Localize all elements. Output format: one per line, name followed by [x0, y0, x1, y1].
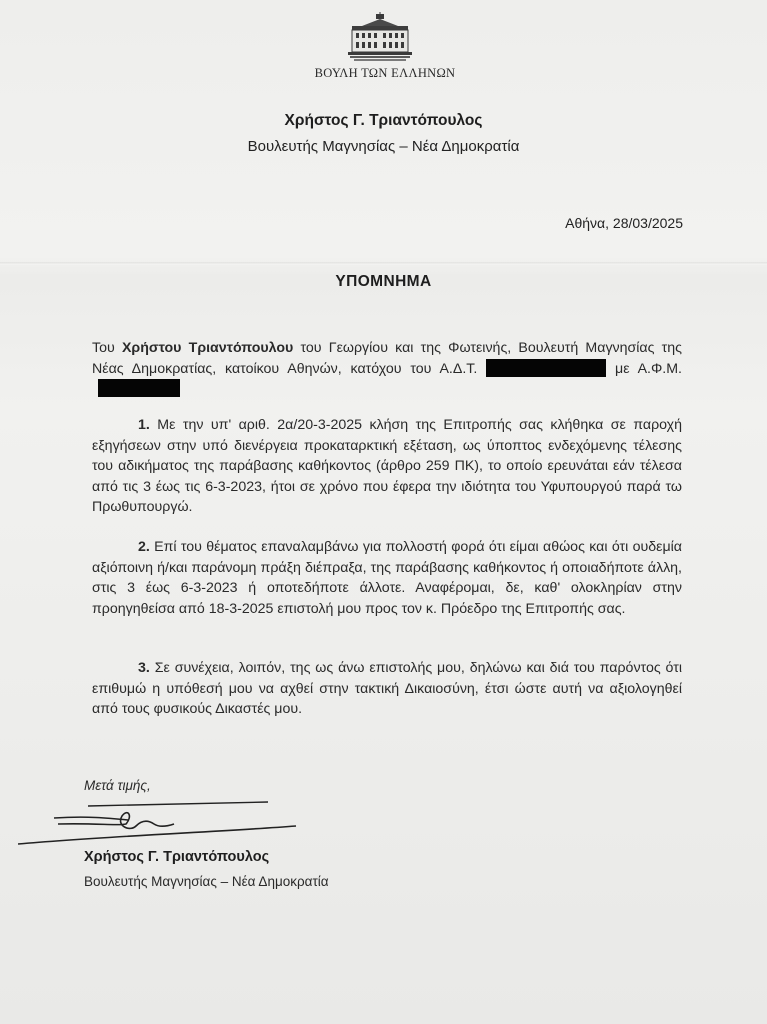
redacted-tax-number — [98, 379, 180, 397]
intro-text: του Γεωργίου και της Φωτεινής, Βουλευτή Μαγνησίας της Νέας Δημοκρατίας, κατοίκου Αθηνών, κατόχου του Α.Δ.Τ. — [92, 340, 683, 377]
paragraph-3-number: 3. — [138, 660, 150, 676]
paragraph-2-text: Επί του θέματος επαναλαμβάνω για πολλοστή φορά ότι είμαι αθώος και ότι ουδεμία αξιόποινη ή/και παράνομη πράξη διέπραξα, της παράβασης καθήκοντος ή οποιαδήποτε άλλη, στις 3 έως 6-3-2023 ή οποτεδήποτε άλλοτε. Αναφέρομαι, δε, καθ' ολοκληρίαν στην προηγηθείσα από 18-3-2025 επιστολή μου προς τον κ. Πρόεδρο της Επιτροπής σας. — [92, 539, 682, 617]
paragraph-1 — [92, 415, 682, 518]
closing-salutation: Μετά τιμής, — [84, 778, 151, 793]
intro-afm-label: με Α.Φ.Μ. — [606, 360, 682, 377]
paper-fold — [0, 262, 767, 265]
intro-paragraph — [92, 338, 682, 400]
sender-role: Βουλευτής Μαγνησίας – Νέα Δημοκρατία — [247, 138, 520, 155]
paragraph-2 — [92, 537, 682, 619]
redacted-id-number — [486, 359, 606, 377]
signatory-name: Χρήστος Γ. Τριαντόπουλος — [84, 849, 270, 865]
paragraph-3 — [92, 658, 682, 720]
letter-date: Αθήνα, 28/03/2025 — [565, 215, 683, 231]
paragraph-1-text: Με την υπ' αριθ. 2α/20-3-2025 κλήση της Επιτροπής σας κλήθηκα σε παροχή εξηγήσεων στην υπό διενέργεια προκαταρκτική εξέταση, ως ύποπτος ενδεχόμενης τέλεσης του αδικήματος της παράβασης καθήκοντος (άρθρο 259 ΠΚ), το οποίο ερευνάται εάν τέλεσα από τις 3 έως τις 6-3-2023, ήτοι σε χρόνο που έφερα την ιδιότητα του Υφυπουργού παρά τω Πρωθυπουργώ. — [92, 417, 682, 515]
handwritten-signature — [18, 796, 298, 856]
paragraph-3-text: Σε συνέχεια, λοιπόν, της ως άνω επιστολής μου, δηλώνω και διά του παρόντος ότι επιθυμώ η υπόθεσή μου να αχθεί στην τακτική Δικαιοσύνη, έτσι ώστε αυτή να αξιολογηθεί από τους φυσικούς Δικαστές μου. — [92, 660, 682, 717]
signatory-role: Βουλευτής Μαγνησίας – Νέα Δημοκρατία — [84, 874, 329, 889]
sender-name: Χρήστος Γ. Τριαντόπουλος — [284, 112, 483, 129]
intro-name: Χρήστου Τριαντόπουλου — [121, 340, 294, 356]
paragraph-2-number: 2. — [138, 539, 150, 555]
intro-prefix: Του — [92, 340, 122, 356]
parliament-building-logo — [348, 12, 412, 62]
paragraph-1-number: 1. — [138, 417, 150, 433]
document-title: ΥΠΟΜΝΗΜΑ — [335, 273, 432, 290]
parliament-caption: ΒΟΥΛΗ ΤΩΝ ΕΛΛΗΝΩΝ — [314, 66, 456, 80]
